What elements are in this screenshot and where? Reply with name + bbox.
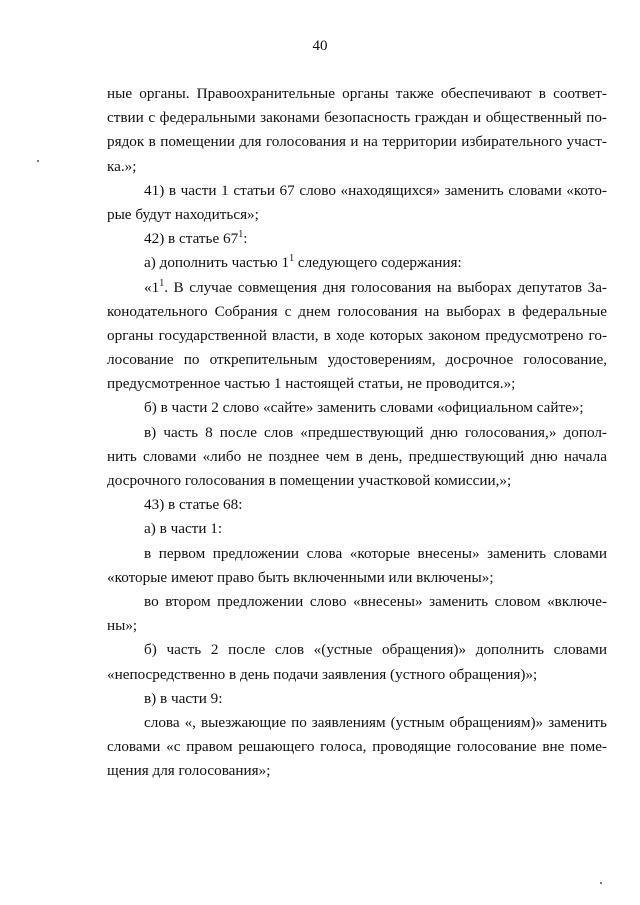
text-line	[107, 348, 607, 372]
text-line-content: «1	[144, 278, 160, 296]
text-line-content: рые будут находиться»;	[107, 205, 259, 223]
text-line	[107, 566, 607, 590]
text-line	[107, 469, 607, 493]
text-line-content: органы государственной власти, в ходе которых законом предусмотрено го-	[107, 326, 607, 344]
text-line-content: лосование по открепительным удостоверениям, досрочное голосование,	[107, 351, 607, 369]
text-line	[107, 590, 607, 614]
text-line	[107, 251, 607, 275]
text-line	[107, 542, 607, 566]
text-line	[107, 130, 607, 154]
text-line	[107, 179, 607, 203]
scan-speck	[37, 160, 39, 162]
text-line-content: ствии с федеральными законами безопасность граждан и общественный по-	[107, 109, 607, 127]
text-line-content: 43) в статье 68:	[144, 496, 243, 514]
text-line-content: нить словами «либо не позднее чем в день, предшествующий дню начала	[107, 447, 607, 465]
page-number: 40	[312, 38, 328, 54]
text-line-content: предусмотренное частью 1 настоящей статьи, не проводится.»;	[107, 375, 516, 393]
text-line-content: :	[243, 230, 248, 248]
text-line	[107, 300, 607, 324]
text-line	[107, 106, 607, 130]
text-line	[107, 445, 607, 469]
text-line	[107, 396, 607, 420]
text-line	[107, 517, 607, 541]
text-line-content: 42) в статье 67	[144, 230, 239, 248]
text-line	[107, 735, 607, 759]
text-line	[107, 711, 607, 735]
text-line-content: ка.»;	[107, 157, 137, 175]
text-line-content: а) дополнить частью 1	[144, 254, 290, 272]
text-line-content: в) часть 8 после слов «предшествующий дню голосования,» допол-	[144, 423, 607, 441]
text-line-content: . В случае совмещения дня голосования на выборах депутатов За-	[164, 278, 607, 296]
text-line	[107, 663, 607, 687]
text-line	[107, 421, 607, 445]
text-line	[107, 372, 607, 396]
text-line	[107, 759, 607, 783]
text-line-content: а) в части 1:	[144, 520, 223, 538]
text-line	[107, 324, 607, 348]
text-line-content: 41) в части 1 статьи 67 слово «находящихся» заменить словами «кото-	[144, 181, 607, 199]
text-line-content: б) в части 2 слово «сайте» заменить словами «официальном сайте»;	[144, 399, 584, 417]
text-line-content: ны»;	[107, 617, 138, 635]
superscript: 1	[238, 229, 244, 241]
text-line-content: словами «с правом решающего голоса, проводящие голосование вне поме-	[107, 738, 607, 756]
text-line-content: в) в части 9:	[144, 689, 223, 707]
text-line-content: досрочного голосования в помещении участковой комиссии,»;	[107, 472, 512, 489]
superscript: 1	[289, 253, 295, 265]
text-line-content: «непосредственно в день подачи заявления (устного обращения)»;	[107, 665, 538, 683]
document-body	[107, 82, 607, 783]
text-line-content: щения для голосования»;	[107, 762, 271, 780]
text-line-content: в первом предложении слова «которые внесены» заменить словами	[144, 544, 607, 562]
text-line	[107, 638, 607, 662]
text-line	[107, 276, 607, 300]
scan-speck	[600, 882, 602, 884]
text-line-content: ные органы. Правоохранительные органы также обеспечивают в соответ-	[107, 85, 607, 102]
text-line-content: рядок в помещении для голосования и на территории избирательного участ-	[107, 133, 607, 151]
text-line	[107, 687, 607, 711]
text-line	[107, 155, 607, 179]
text-line	[107, 203, 607, 227]
text-line-content: во втором предложении слово «внесены» заменить словом «включе-	[144, 592, 607, 610]
text-line	[107, 82, 607, 106]
superscript: 1	[159, 277, 165, 289]
text-line-content: б) часть 2 после слов «(устные обращения)» дополнить словами	[144, 641, 607, 659]
text-line-content: слова «, выезжающие по заявлениям (устным обращениям)» заменить	[144, 713, 607, 731]
text-line-content: «которые имеют право быть включенными или включены»;	[107, 568, 494, 586]
text-line-content: конодательного Собрания с днем голосования на выборах в федеральные	[107, 302, 607, 320]
text-line	[107, 493, 607, 517]
text-line-content: следующего содержания:	[294, 254, 462, 272]
text-line	[107, 227, 607, 251]
text-line	[107, 614, 607, 638]
